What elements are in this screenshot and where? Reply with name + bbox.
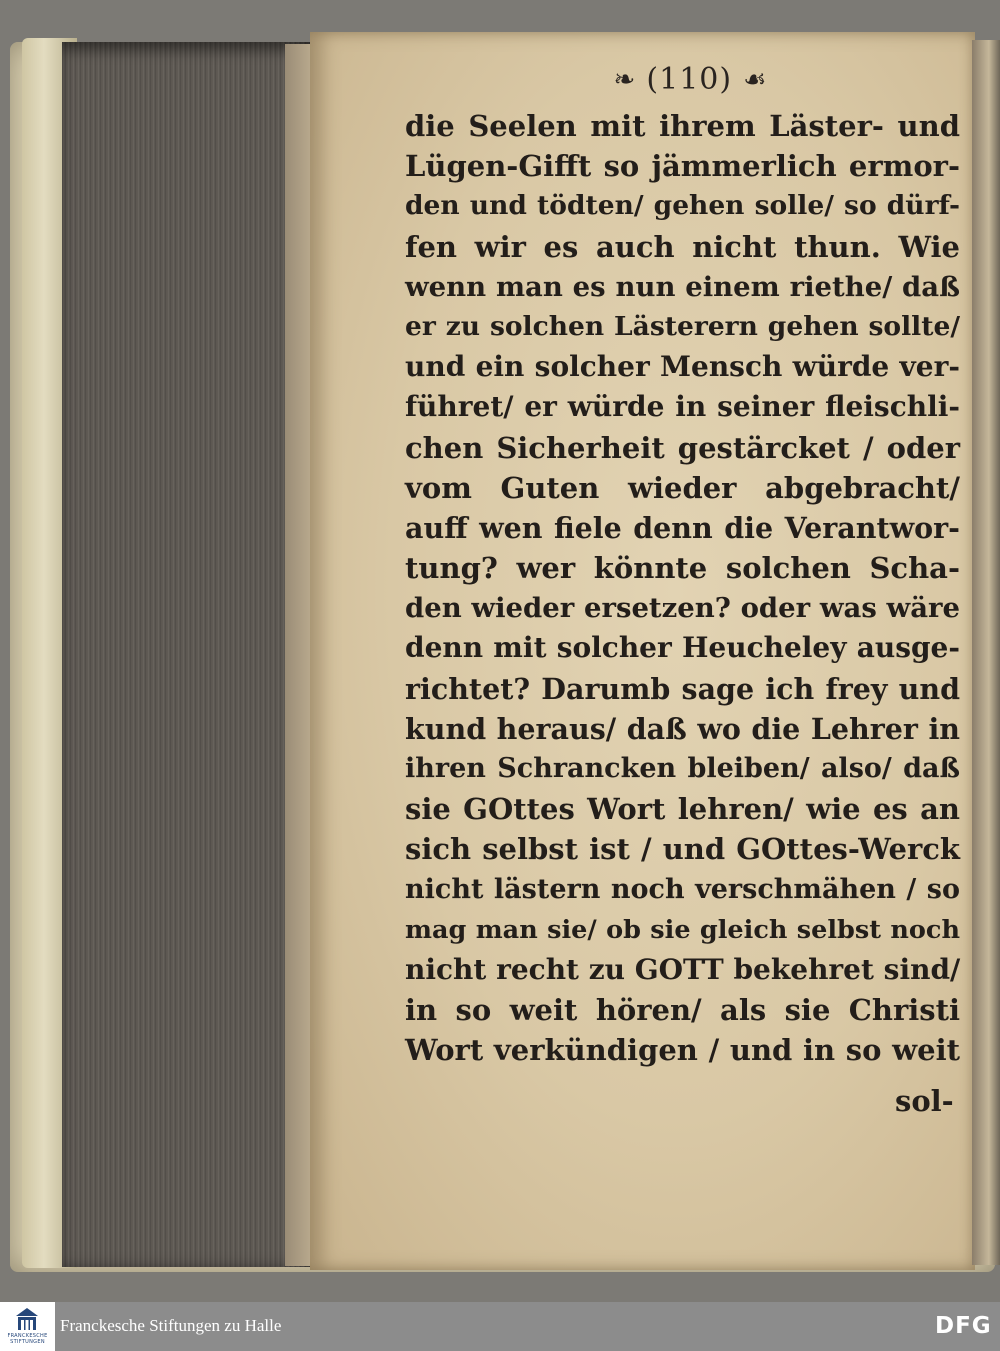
page-edge-right [972,40,1000,1265]
institution-name[interactable]: Franckesche Stiftungen zu Halle [60,1316,282,1335]
text-line: in so weit hören/ als sie Christi [405,993,960,1028]
page-block-left [62,42,312,1267]
logo-caption-line-2: STIFTUNGEN [10,1339,45,1345]
text-line: denn mit solcher Heucheley ausge- [405,631,960,665]
ornament-left-icon: ❧ [613,64,636,95]
text-line: mag man sie/ ob sie gleich selbst noch [405,914,960,945]
text-line: Wort verkündigen / und in so weit [405,1033,960,1068]
text-line: ihren Schrancken bleiben/ also/ daß [405,753,960,784]
text-line: nicht recht zu GOTT bekehret sind/ [405,952,961,986]
institution-logo[interactable] [0,1302,55,1351]
text-line: sie GOttes Wort lehren/ wie es an [405,792,960,827]
text-line: nicht lästern noch verschmähen / so [405,873,960,905]
text-line: wenn man es nun einem riethe/ daß [405,270,960,303]
text-line: kund heraus/ daß wo die Lehrer in [405,711,960,746]
text-line: die Seelen mit ihrem Läster- und [405,109,960,143]
page-header [570,62,810,102]
logo-caption [2,1333,53,1345]
footer-bar [0,1302,1000,1351]
text-line: Lügen-Gifft so jämmerlich ermor- [405,149,960,184]
text-block [405,106,960,1071]
catchword: sol- [895,1084,954,1118]
text-line: vom Guten wieder abgebracht/ [405,470,960,505]
text-line: fen wir es auch nicht thun. Wie [405,229,960,264]
dfg-logo[interactable]: DFG [935,1313,992,1339]
text-line: sich selbst ist / und GOttes-Werck [405,832,960,867]
page-number: (110) [646,62,733,97]
text-line: führet/ er würde in seiner fleischli- [405,390,960,424]
text-line: und ein solcher Mensch würde ver- [405,350,960,384]
text-line: auff wen fiele denn die Verantwor- [405,510,960,545]
building-icon [14,1307,40,1333]
logo-caption-line-1: FRANCKESCHE [7,1333,48,1339]
text-line: tung? wer könnte solchen Scha- [405,551,960,586]
text-line: den wieder ersetzen? oder was wäre [405,592,960,625]
text-line: chen Sicherheit gestärcket / oder [405,430,960,465]
text-line: den und tödten/ gehen solle/ so dürf- [405,190,960,222]
text-line: richtet? Darumb sage ich frey und [405,671,960,706]
text-line: er zu solchen Lästerern gehen sollte/ [405,310,960,342]
ornament-right-icon: ☙ [743,64,767,95]
